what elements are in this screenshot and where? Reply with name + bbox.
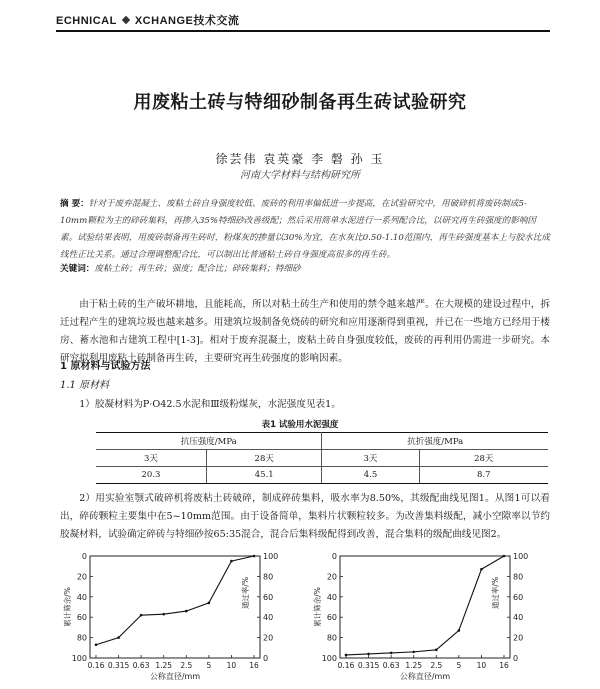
data-point bbox=[230, 560, 233, 563]
x-tick-label: 10 bbox=[476, 661, 487, 670]
x-tick-label: 0.315 bbox=[357, 661, 380, 670]
y-tick-label-right: 100 bbox=[513, 552, 529, 561]
y-tick-label-left: 80 bbox=[326, 633, 337, 643]
keywords-label: 关键词： bbox=[60, 264, 95, 274]
y-axis-label-left: 累计筛余/% bbox=[63, 587, 72, 627]
data-point bbox=[162, 613, 165, 616]
y-tick-label-right: 0 bbox=[513, 654, 519, 663]
table1 bbox=[96, 432, 548, 484]
y-tick-label-right: 60 bbox=[513, 592, 524, 602]
y-tick-label-left: 60 bbox=[76, 613, 87, 623]
journal-header bbox=[56, 12, 550, 30]
table1-col-header: 28天 bbox=[419, 450, 548, 467]
header-right-text: XCHANGE技术交流 bbox=[134, 15, 240, 27]
data-point bbox=[503, 555, 506, 558]
data-point bbox=[185, 610, 188, 613]
y-tick-label-left: 40 bbox=[326, 592, 337, 602]
x-tick-label: 1.25 bbox=[405, 661, 423, 670]
y-tick-label-left: 100 bbox=[321, 654, 337, 663]
chart-svg bbox=[310, 550, 535, 682]
y-axis-label-right: 通过率/% bbox=[491, 576, 500, 610]
diamond-icon bbox=[122, 16, 130, 24]
subsection-heading-1-1: 1.1 原材料 bbox=[60, 380, 110, 391]
x-tick-label: 2.5 bbox=[180, 661, 193, 670]
header-left-text: ECHNICAL bbox=[56, 15, 117, 27]
table1-cell: 8.7 bbox=[419, 467, 548, 484]
x-tick-label: 5 bbox=[206, 661, 212, 670]
x-tick-label: 0.16 bbox=[337, 661, 355, 670]
data-point bbox=[435, 649, 438, 652]
data-point bbox=[117, 636, 120, 639]
data-point bbox=[367, 653, 370, 656]
x-tick-label: 0.63 bbox=[382, 661, 400, 670]
table1-cell: 4.5 bbox=[322, 467, 419, 484]
data-point bbox=[253, 555, 256, 558]
y-tick-label-right: 80 bbox=[513, 572, 524, 582]
abstract-label: 摘 要： bbox=[60, 199, 89, 209]
y-tick-label-right: 40 bbox=[263, 613, 274, 623]
y-tick-label-left: 20 bbox=[326, 572, 337, 582]
keywords bbox=[60, 262, 550, 274]
x-tick-label: 16 bbox=[499, 661, 509, 670]
section-heading-1: 1 原材料与试验方法 bbox=[60, 361, 151, 372]
chart-svg bbox=[60, 550, 285, 682]
x-tick-label: 16 bbox=[249, 661, 259, 670]
y-tick-label-left: 20 bbox=[76, 572, 87, 582]
x-tick-label: 2.5 bbox=[430, 661, 443, 670]
article-title: 用废粘土砖与特细砂制备再生砖试验研究 bbox=[133, 92, 467, 113]
keywords-text: 废粘土砖；再生砖；强度；配合比；碎砖集料；特细砂 bbox=[94, 264, 301, 274]
y-tick-label-right: 60 bbox=[263, 592, 274, 602]
x-tick-label: 0.315 bbox=[107, 661, 130, 670]
x-tick-label: 1.25 bbox=[155, 661, 173, 670]
data-point bbox=[480, 568, 483, 571]
x-axis-label: 公称直径/mm bbox=[399, 672, 451, 681]
table1-col-header: 3天 bbox=[322, 450, 419, 467]
abstract-text: 针对于废弃混凝土、废粘土砖自身强度较低、废砖的利用率偏低进一步提高，在试验研究中，用破碎机将废砖制成5-10mm颗粒为主的碎砖集料，再掺入35%特细砂改善级配；然后采用简单水泥进行一系列配合比，以研究再生砖强度的影响因素。试验结果表明，用废砖制备再生砖时，粉煤灰的掺量以30%为宜，在水灰比0.50-1.10范围内，再生砖强度基本上与胶水比成线性正比关系。通过合理调整配合比，可以制出比普通粘土砖自身强度高很多的再生砖。 bbox=[60, 199, 550, 260]
table1-caption: 表1 试验用水泥强度 bbox=[261, 420, 339, 430]
plot-frame bbox=[340, 556, 510, 658]
x-tick-label: 5 bbox=[456, 661, 462, 670]
table1-group-compressive: 抗压强度/MPa bbox=[96, 433, 322, 450]
x-tick-label: 0.16 bbox=[87, 661, 105, 670]
y-tick-label-right: 80 bbox=[263, 572, 274, 582]
series-line bbox=[96, 556, 254, 645]
series-line bbox=[346, 556, 504, 655]
y-tick-label-left: 60 bbox=[326, 613, 337, 623]
header-rule bbox=[56, 30, 550, 32]
plot-frame bbox=[90, 556, 260, 658]
x-tick-label: 0.63 bbox=[132, 661, 150, 670]
grading-curve-figure-1 bbox=[60, 550, 285, 686]
y-tick-label-right: 100 bbox=[263, 552, 279, 561]
y-axis-label-right: 通过率/% bbox=[241, 576, 250, 610]
x-tick-label: 10 bbox=[226, 661, 237, 670]
y-tick-label-left: 80 bbox=[76, 633, 87, 643]
y-tick-label-left: 100 bbox=[71, 654, 87, 663]
table1-group-flexural: 抗折强度/MPa bbox=[322, 433, 548, 450]
table1-col-header: 3天 bbox=[96, 450, 206, 467]
materials-paragraph-1: 1）胶凝材料为P·O42.5水泥和Ⅲ级粉煤灰，水泥强度见表1。 bbox=[79, 399, 341, 410]
article-affiliation: 河南大学材料与结构研究所 bbox=[240, 170, 360, 181]
table1-cell: 45.1 bbox=[206, 467, 322, 484]
data-point bbox=[208, 602, 211, 605]
data-point bbox=[345, 654, 348, 657]
abstract bbox=[60, 196, 550, 264]
grading-curve-figure-2 bbox=[310, 550, 535, 686]
y-tick-label-right: 40 bbox=[513, 613, 524, 623]
table1-col-header: 28天 bbox=[206, 450, 322, 467]
y-axis-label-left: 累计筛余/% bbox=[313, 587, 322, 627]
article-authors: 徐芸伟 袁英豪 李 磐 孙 玉 bbox=[215, 152, 385, 166]
data-point bbox=[458, 629, 461, 632]
data-point bbox=[390, 652, 393, 655]
y-tick-label-left: 0 bbox=[331, 552, 337, 561]
data-point bbox=[412, 651, 415, 654]
data-point bbox=[95, 643, 98, 646]
x-axis-label: 公称直径/mm bbox=[149, 672, 201, 681]
y-tick-label-right: 20 bbox=[513, 633, 524, 643]
y-tick-label-left: 40 bbox=[76, 592, 87, 602]
materials-paragraph-2: 2）用实验室颚式破碎机将废粘土砖破碎，制成碎砖集料，吸水率为8.50%，其级配曲线见图1。从图1可以看出，碎砖颗粒主要集中在5~10mm范围。由于设备简单，集料片状颗粒较多。为改善集料级配，减小空隙率以节约胶凝材料，试验确定碎砖与特细砂按65:35混合，混合后集料级配得到改善，混合集料的级配曲线见图2。 bbox=[60, 493, 550, 540]
table1-cell: 20.3 bbox=[96, 467, 206, 484]
y-tick-label-left: 0 bbox=[81, 552, 87, 561]
y-tick-label-right: 0 bbox=[263, 654, 269, 663]
intro-paragraph: 由于粘土砖的生产破坏耕地，且能耗高，所以对粘土砖生产和使用的禁令越来越严。在大规模的建设过程中，拆迁过程产生的建筑垃圾也越来越多。用建筑垃圾制备免烧砖的研究和应用逐渐得到重视，并已在一些地方已经用于楼房、蓄水池和古建筑工程中[1-3]。相对于废弃混凝土，废粘土砖自身强度较低，废砖的再利用仍需进一步研究。本研究拟利用废粘土砖制备再生砖，主要研究再生砖强度的影响因素。 bbox=[60, 299, 550, 364]
data-point bbox=[140, 614, 143, 617]
y-tick-label-right: 20 bbox=[263, 633, 274, 643]
